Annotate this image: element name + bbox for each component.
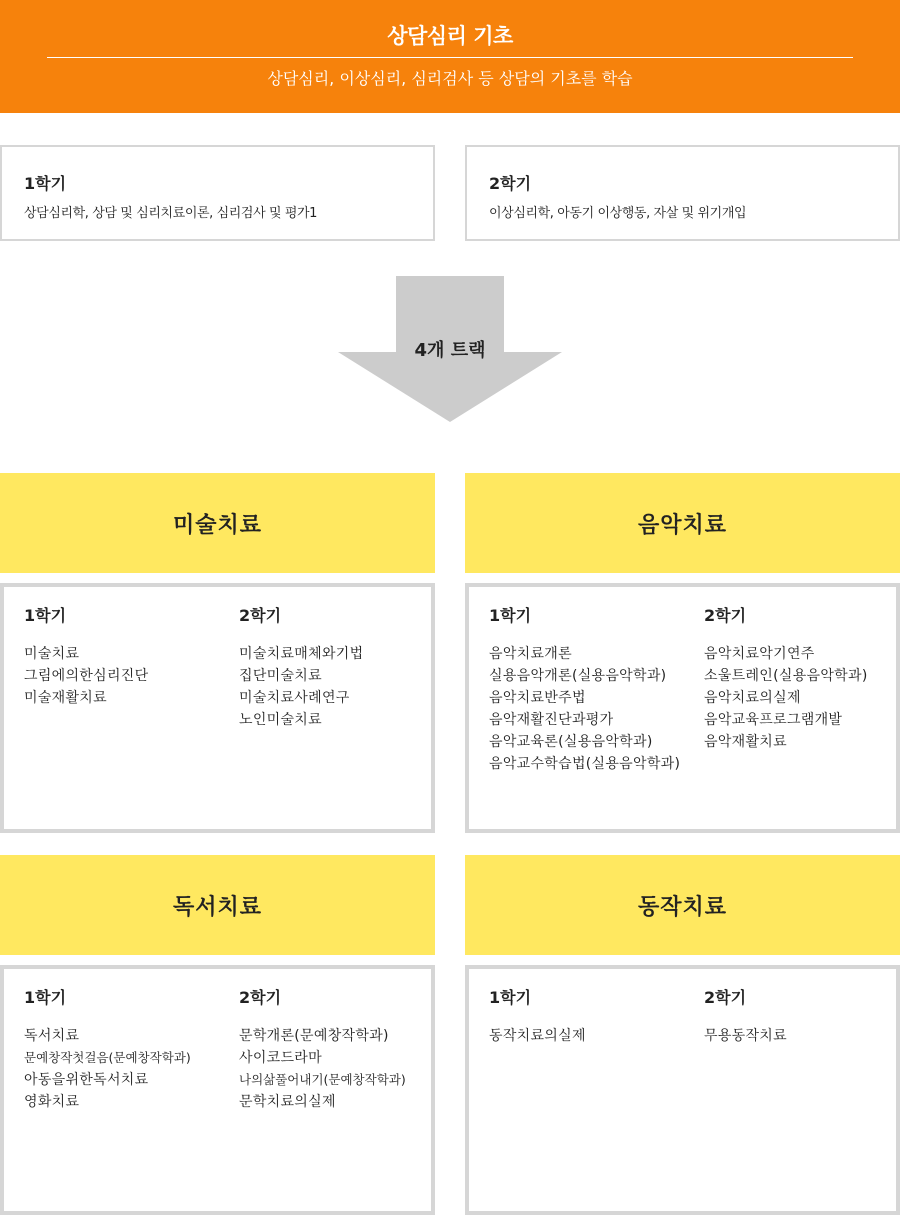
page-title: 상담심리 기초 [387,24,513,48]
track-body-movement [465,965,900,1215]
track-body-art [0,583,435,833]
basics-semester-2-box [465,145,900,241]
semester-label: 1학기 [24,606,67,625]
basics-semester-1-courses: 상담심리학, 상담 및 심리치료이론, 심리검사 및 평가1 [24,206,318,221]
course-item: 음악치료반주법 [489,690,586,706]
course-item: 문학치료의실제 [239,1094,336,1110]
semester-label: 2학기 [704,988,747,1007]
basics-semester-1-label: 1학기 [24,174,67,193]
track-header-music: 음악치료 [465,473,900,573]
course-item: 미술치료 [24,646,80,662]
course-item: 미술재활치료 [24,690,107,706]
course-item: 그림에의한심리진단 [24,668,149,684]
course-item: 문학개론(문예창작학과) [239,1028,389,1044]
course-item: 영화치료 [24,1094,80,1110]
semester-label: 1학기 [489,606,532,625]
course-item: 음악재활치료 [704,734,787,750]
course-item: 집단미술치료 [239,668,322,684]
course-item: 음악재활진단과평가 [489,712,614,728]
course-item: 음악교육론(실용음악학과) [489,734,653,750]
course-item: 동작치료의실제 [489,1028,586,1044]
top-banner [0,0,900,113]
course-item: 음악치료악기연주 [704,646,815,662]
course-item: 음악교수학습법(실용음악학과) [489,756,681,772]
track-header-art: 미술치료 [0,473,435,573]
course-item: 실용음악개론(실용음악학과) [489,668,667,684]
banner-divider [47,57,853,58]
track-header-movement: 동작치료 [465,855,900,955]
course-item: 노인미술치료 [239,712,322,728]
track-body-music [465,583,900,833]
basics-semester-2-label: 2학기 [489,174,532,193]
track-body-reading [0,965,435,1215]
semester-label: 2학기 [704,606,747,625]
semester-label: 1학기 [24,988,67,1007]
course-item: 소울트레인(실용음악학과) [704,668,868,684]
course-item: 음악치료의실제 [704,690,801,706]
course-item: 음악치료개론 [489,646,572,662]
page-subtitle: 상담심리, 이상심리, 심리검사 등 상담의 기초를 학습 [267,69,633,88]
semester-label: 2학기 [239,988,282,1007]
course-item: 미술치료매체와기법 [239,646,364,662]
track-header-reading: 독서치료 [0,855,435,955]
semester-label: 1학기 [489,988,532,1007]
course-item: 미술치료사례연구 [239,690,350,706]
course-item: 나의삶풀어내기(문예창작학과) [239,1072,406,1087]
basics-semester-1-box [0,145,435,241]
course-item: 사이코드라마 [239,1050,322,1066]
course-item: 음악교육프로그램개발 [704,712,843,728]
course-item: 독서치료 [24,1028,80,1044]
arrow-label: 4개 트랙 [414,340,486,361]
basics-semester-2-courses: 이상심리학, 아동기 이상행동, 자살 및 위기개입 [489,206,747,221]
course-item: 아동을위한독서치료 [24,1072,149,1088]
course-item: 문예창작첫걸음(문예창작학과) [24,1050,191,1065]
course-item: 무용동작치료 [704,1028,787,1044]
semester-label: 2학기 [239,606,282,625]
